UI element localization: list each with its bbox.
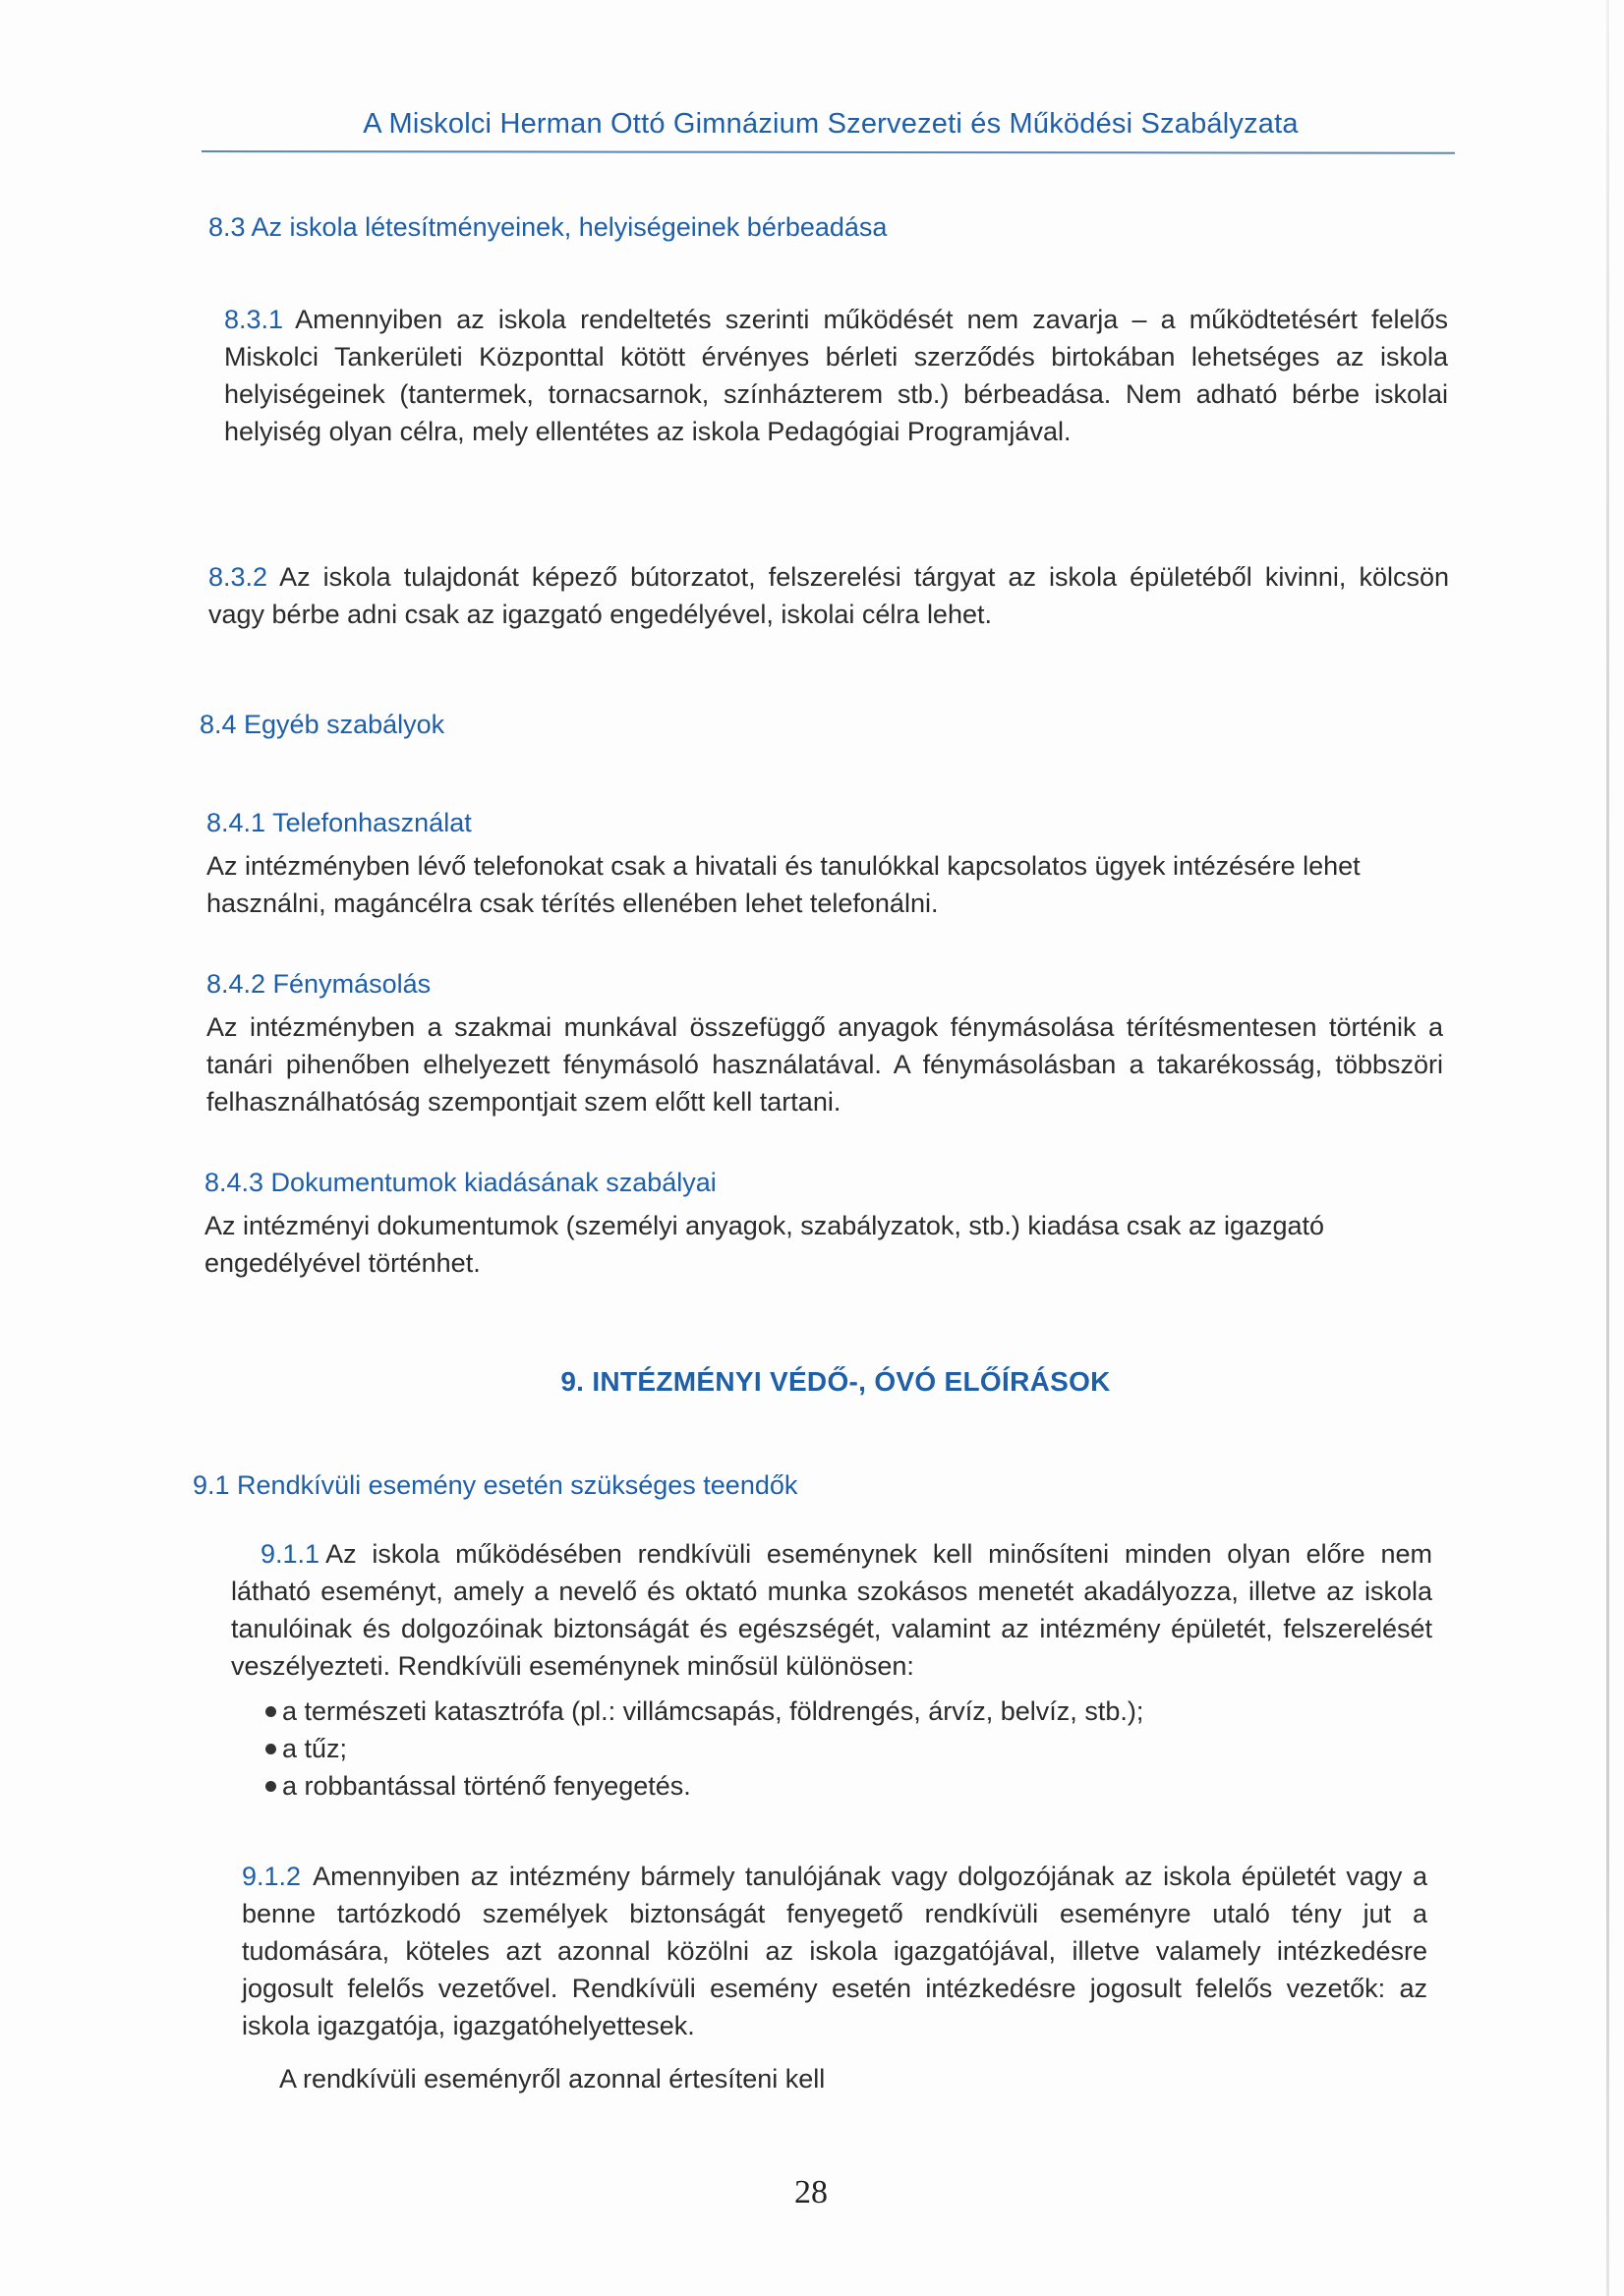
header-rule [202, 150, 1455, 154]
section-heading-8-4: 8.4 Egyéb szabályok [200, 710, 445, 739]
paragraph-text: Amennyiben az iskola rendeltetés szerinti működését nem zavarja – a működtetésért felelős Miskolci Tankerületi Központtal kötött érvényes bérleti szerződés birtokában lehetséges az iskola helyiségeinek (tantermek, tornacsarnok, színházterem stb.) bérbeadása. Nem adható bérbe iskolai helyiség olyan célra, mely ellentétes az iskola Pedagógiai Programjával. [224, 305, 1448, 446]
paragraph-text: Az iskola működésében rendkívüli eseménynek kell minősíteni minden olyan előre nem látható eseményt, amely a nevelő és oktató munka szokásos menetét akadályozza, illetve az iskola tanulóinak és dolgozóinak biztonságát és egészségét, valamint az intézmény épületét, felszerelését veszélyezteti. Rendkívüli eseménynek minősül különösen: [231, 1539, 1432, 1681]
list-item: a természeti katasztrófa (pl.: villámcsapás, földrengés, árvíz, belvíz, stb.); [265, 1693, 1143, 1730]
subsection-heading-8-4-2: 8.4.2 Fénymásolás [206, 969, 432, 999]
bullet-icon [265, 1744, 276, 1754]
running-header: A Miskolci Herman Ottó Gimnázium Szervezeti és Működési Szabályzata [363, 108, 1299, 140]
paragraph-8-4-2: Az intézményben a szakmai munkával összefüggő anyagok fénymásolása térítésmentesen történik a tanári pihenőben elhelyezett fénymásoló használatával. A fénymásolásban a takarékosság, többszöri felhasználhatóság szempontjait szem előtt kell tartani. [206, 1012, 1443, 1117]
paragraph-9-1-2 [242, 1858, 1427, 2044]
bullet-icon [265, 1706, 276, 1717]
paragraph-8-3-1 [224, 301, 1448, 450]
emergency-types-list [265, 1693, 1143, 1805]
paragraph-number: 8.3.1 [224, 305, 284, 334]
subsection-heading-8-4-3: 8.4.3 Dokumentumok kiadásának szabályai [204, 1168, 717, 1197]
section-heading-9-1: 9.1 Rendkívüli esemény esetén szükséges teendők [193, 1470, 798, 1500]
bullet-icon [265, 1781, 276, 1792]
paragraph-number: 9.1.1 [261, 1539, 320, 1569]
paragraph-9-1-1 [231, 1535, 1432, 1685]
paragraph-8-4-3: Az intézményi dokumentumok (személyi anyagok, szabályzatok, stb.) kiadása csak az igazgató engedélyével történhet. [204, 1211, 1325, 1278]
list-item: a robbantással történő fenyegetés. [265, 1767, 1143, 1805]
paragraph-text: Amennyiben az intézmény bármely tanulójának vagy dolgozójának az iskola épületét vagy a benne tartózkodó személyek biztonságát fenyegető rendkívüli eseményre utaló tény jut a tudomására, köteles azt azonnal közölni az iskola igazgatójával, illetve valamely intézkedésre jogosult felelős vezetővel. Rendkívüli esemény esetén intézkedésre jogosult felelős vezetők: az iskola igazgatója, igazgatóhelyettesek. [242, 1862, 1427, 2040]
page-number: 28 [794, 2174, 828, 2210]
paragraph-8-4-1: Az intézményben lévő telefonokat csak a hivatali és tanulókkal kapcsolatos ügyek intézésére lehet használni, magáncélra csak térítés ellenében lehet telefonálni. [206, 851, 1361, 918]
chapter-heading-9: 9. INTÉZMÉNYI VÉDŐ-, ÓVÓ ELŐÍRÁSOK [560, 1366, 1111, 1397]
section-heading-8-3: 8.3 Az iskola létesítményeinek, helyiségeinek bérbeadása [208, 212, 888, 242]
paragraph-number: 8.3.2 [208, 562, 268, 592]
paragraph-8-3-2 [208, 558, 1449, 633]
paragraph-text: Az iskola tulajdonát képező bútorzatot, felszerelési tárgyat az iskola épületéből kivinni, kölcsön vagy bérbe adni csak az igazgató engedélyével, iskolai célra lehet. [208, 562, 1449, 629]
trailing-sentence: A rendkívüli eseményről azonnal értesíteni kell [279, 2064, 826, 2094]
paragraph-number: 9.1.2 [242, 1862, 302, 1891]
subsection-heading-8-4-1: 8.4.1 Telefonhasználat [206, 808, 472, 837]
scan-shadow-edge [1606, 0, 1609, 2296]
list-item: a tűz; [265, 1730, 1143, 1767]
